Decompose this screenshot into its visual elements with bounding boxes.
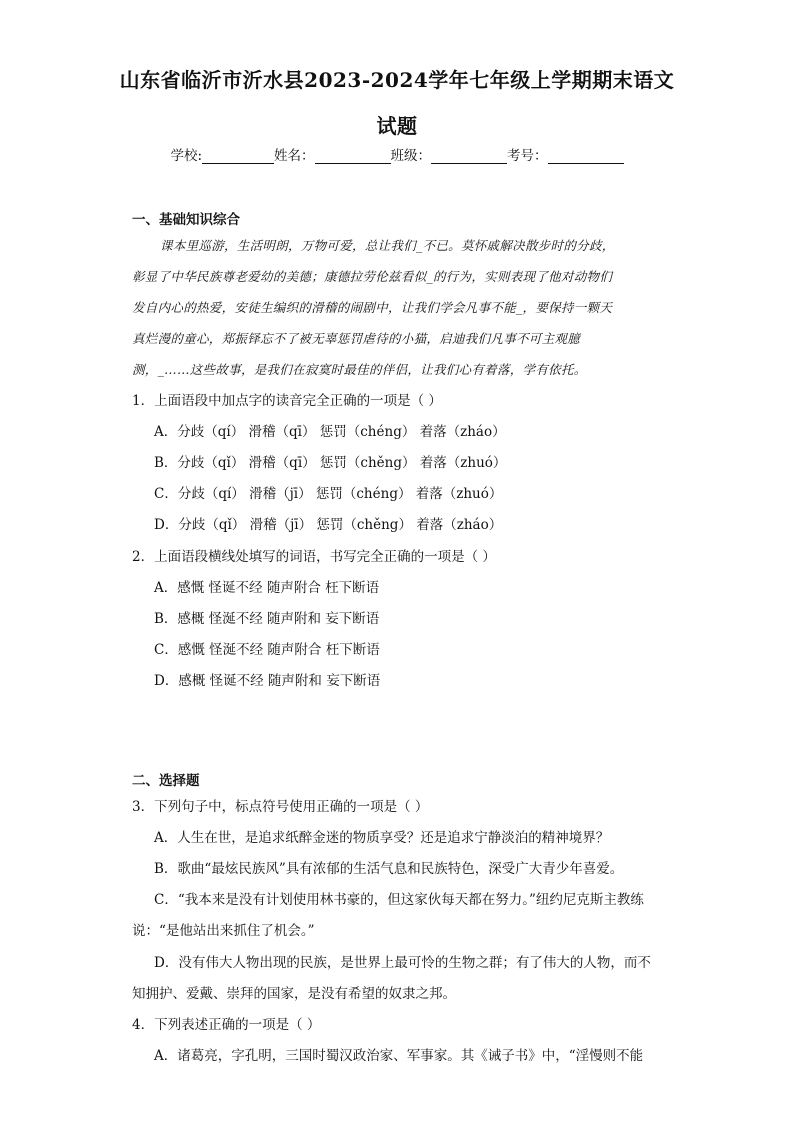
passage-line-2: 彰显了中华民族尊老爱幼的美德；康德拉劳伦兹看似_的行为，实则表现了他对动物们 (132, 269, 613, 284)
section1-heading: 一、基础知识综合 (132, 212, 240, 228)
name-label: 姓名： (274, 148, 315, 164)
q3-option-b[interactable]: B．歌曲“最炫民族风”具有浓郁的生活气息和民族特色，深受广大青少年喜爱。 (154, 861, 624, 877)
q4-stem: 4．下列表述正确的一项是（ ） (132, 1017, 321, 1033)
exam-no-blank[interactable] (548, 149, 624, 164)
q3-option-c[interactable]: C．“我本来是没有计划使用林书豪的，但这家伙每天都在努力。”纽约尼克斯主教练 (154, 892, 644, 908)
q1-option-c[interactable]: C．分歧（qí） 滑稽（jī） 惩罚（chéng） 着落（zhuó） (154, 486, 503, 502)
school-blank[interactable] (202, 149, 274, 164)
q3-option-a[interactable]: A．人生在世，是追求纸醉金迷的物质享受？还是追求宁静淡泊的精神境界？ (154, 830, 610, 846)
class-label: 班级： (390, 148, 432, 164)
page-title-line1: 山东省临沂市沂水县2023-2024学年七年级上学期期末语文 (119, 68, 675, 92)
passage-line-4: 真烂漫的童心，郑振铎忘不了被无辜惩罚虐待的小猫，启迪我们凡事不可主观臆 (132, 331, 581, 346)
passage-line-1: 课本里巡游，生活明朗，万物可爱，总让我们_不已。莫怀戚解决散步时的分歧， (160, 238, 615, 253)
q2-option-b[interactable]: B．感概 怪涎不经 随声附和 妄下断语 (154, 611, 380, 627)
passage-line-5: 测，_……这些故事，是我们在寂寞时最佳的伴侣，让我们心有着落，学有依托。 (132, 362, 587, 377)
page-title-line2: 试题 (376, 114, 418, 138)
q3-option-c-cont: 说：“是他站出来抓住了机会。” (132, 923, 315, 939)
q1-option-b[interactable]: B．分歧（qǐ） 滑稽（qī） 惩罚（chěng） 着落（zhuó） (154, 455, 507, 471)
q2-stem: 2．上面语段横线处填写的词语，书写完全正确的一项是（ ） (132, 549, 496, 565)
q1-stem: 1．上面语段中加点字的读音完全正确的一项是（ ） (132, 393, 442, 409)
q3-option-d[interactable]: D．没有伟大人物出现的民族，是世界上最可怜的生物之群；有了伟大的人物，而不 (154, 955, 651, 971)
q3-stem: 3．下列句子中，标点符号使用正确的一项是（ ） (132, 799, 429, 815)
q3-option-d-cont: 知拥护、爱戴、崇拜的国家，是没有希望的奴隶之邦。 (132, 986, 456, 1002)
passage-line-3: 发自内心的热爱，安徒生编织的滑稽的闹剧中，让我们学会凡事不能_，要保持一颗天 (132, 300, 613, 315)
school-label: 学校: (170, 148, 203, 164)
section2-heading: 二、选择题 (132, 773, 200, 789)
q2-option-d[interactable]: D．感概 怪诞不经 随声附和 妄下断语 (154, 673, 381, 689)
exam-no-label: 考号： (507, 148, 548, 164)
q2-option-c[interactable]: C．感慨 怪涎不经 随声附合 枉下断语 (154, 642, 380, 658)
name-blank[interactable] (315, 149, 391, 164)
q2-option-a[interactable]: A．感慨 怪诞不经 随声附合 枉下断语 (154, 580, 380, 596)
q1-option-a[interactable]: A．分歧（qí） 滑稽（qī） 惩罚（chéng） 着落（zháo） (154, 424, 506, 440)
q4-option-a[interactable]: A．诸葛亮，字孔明，三国时蜀汉政治家、军事家。其《诫子书》中，“淫慢则不能 (154, 1048, 644, 1064)
student-info-row (0, 144, 794, 164)
q1-option-d[interactable]: D．分歧（qǐ） 滑稽（jī） 惩罚（chěng） 着落（zháo） (154, 517, 503, 533)
class-blank[interactable] (431, 149, 507, 164)
